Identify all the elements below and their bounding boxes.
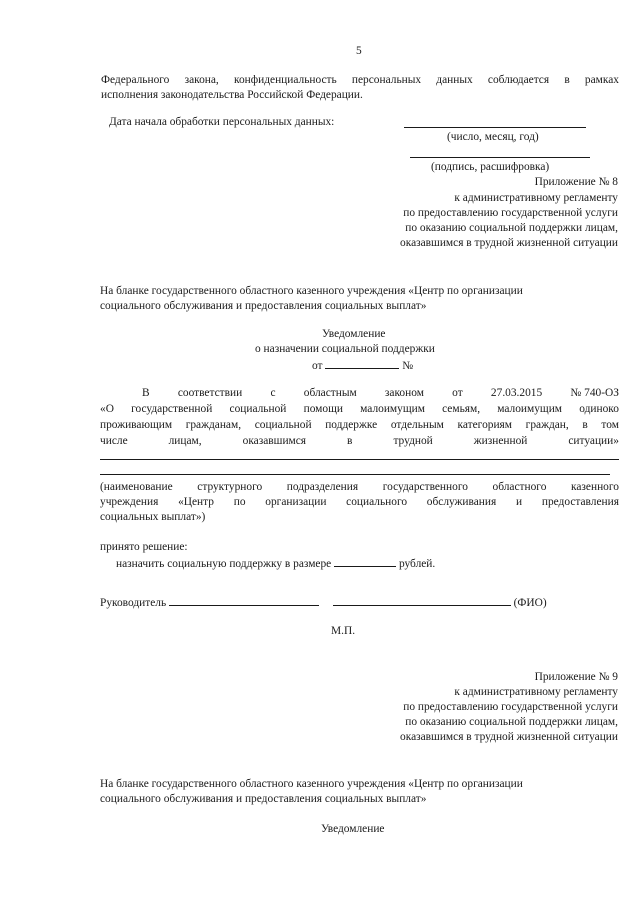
appendix-8-title: Приложение № 8 [534,176,618,188]
body-8-line-2: «О государственной социальной помощи малоимущим семьям, малоимущим одиноко [100,403,619,415]
date-caption: (число, месяц, год) [447,131,539,143]
intro-line-1: Федерального закона, конфиденциальность персональных данных соблюдается в рамках [101,74,619,86]
head-signature-blank [169,594,319,606]
body-8-line-4: числе лицам, оказавшимся в трудной жизненной ситуации» [100,435,619,447]
head-name-blank [333,594,511,606]
notice-8-date-number: от № [312,357,413,373]
letterhead-9-line-2: социального обслуживания и предоставления социальных выплат» [100,793,427,805]
appendix-9-line-2: по предоставлению государственной услуги [403,701,618,713]
decision-label: принято решение: [100,541,188,553]
body-8-line-1: В соответствии с областным законом от 27.03.2015 № 740-ОЗ [142,387,619,399]
head-signature-row: Руководитель (ФИО) [100,594,547,610]
appendix-9-line-4: оказавшимся в трудной жизненной ситуации [400,731,618,743]
signature-caption: (подпись, расшифровка) [431,161,550,173]
page-number: 5 [356,45,362,57]
appendix-9-line-3: по оказанию социальной поддержки лицам, [405,716,618,728]
date-blank-line [404,127,586,128]
department-blank-line-1 [100,459,619,460]
body-8-line-3: проживающим гражданам, социальной поддержке отдельным категориям граждан, в том [100,419,619,431]
decision-text: назначить социальную поддержку в размере рублей. [116,555,435,571]
appendix-9-line-1: к административному регламенту [454,686,618,698]
notice-8-subtitle: о назначении социальной поддержки [255,343,435,355]
amount-blank [334,555,396,567]
department-caption-line-3: социальных выплат») [100,511,206,523]
signature-blank-line [410,157,590,158]
appendix-8-line-3: по оказанию социальной поддержки лицам, [405,222,618,234]
notice-9-title: Уведомление [321,823,385,835]
notice-8-title: Уведомление [322,328,386,340]
department-caption-line-2: учреждения «Центр по организации социального обслуживания и предоставления [100,496,619,508]
appendix-9-title: Приложение № 9 [534,671,618,683]
processing-date-label: Дата начала обработки персональных данных: [109,116,335,128]
letterhead-9-line-1: На бланке государственного областного казенного учреждения «Центр по организации [100,778,523,790]
letterhead-8-line-1: На бланке государственного областного казенного учреждения «Центр по организации [100,285,523,297]
intro-line-2: исполнения законодательства Российской Федерации. [101,89,363,101]
notice-date-blank [325,357,399,369]
appendix-8-line-1: к административному регламенту [454,192,618,204]
appendix-8-line-4: оказавшимся в трудной жизненной ситуации [400,237,618,249]
appendix-8-line-2: по предоставлению государственной услуги [403,207,618,219]
stamp-label: М.П. [331,625,356,637]
department-blank-line-2 [100,474,610,475]
department-caption-line-1: (наименование структурного подразделения государственного областного казенного [100,481,619,493]
letterhead-8-line-2: социального обслуживания и предоставления социальных выплат» [100,300,427,312]
